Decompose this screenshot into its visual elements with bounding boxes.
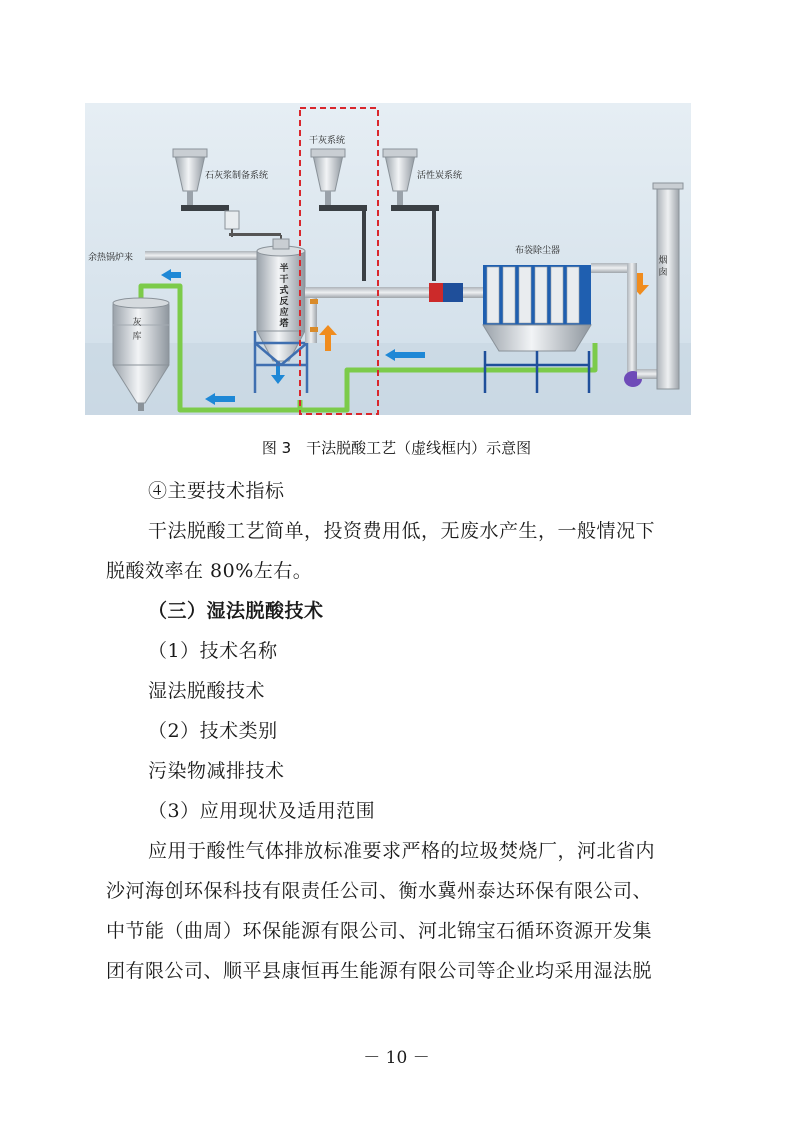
paragraph-line: 湿法脱酸技术 (148, 680, 266, 702)
subheading-tech-name: （1）技术名称 (148, 640, 278, 662)
label-chimney-char: 囱 (658, 268, 668, 278)
figure-caption: 图 3 干法脱酸工艺（虚线框内）示意图 (261, 439, 532, 457)
paragraph-line: 应用于酸性气体排放标准要求严格的垃圾焚烧厂，河北省内 (148, 840, 656, 862)
label-ash-silo-char: 库 (132, 332, 142, 342)
subheading-tech-category: （2）技术类别 (148, 720, 278, 742)
label-reactor-char: 塔 (279, 319, 289, 329)
label-baghouse: 布袋除尘器 (515, 246, 561, 256)
label-dry-ash: 干灰系统 (309, 136, 346, 146)
label-chimney-char: 烟 (658, 256, 668, 266)
paragraph-line: 脱酸效率在 80%左右。 (106, 560, 313, 582)
label-reactor-char: 应 (279, 308, 289, 318)
paragraph-line: 污染物减排技术 (148, 760, 285, 782)
paragraph-line: 中节能（曲周）环保能源有限公司、河北锦宝石循环资源开发集 (106, 920, 653, 942)
boiler-inlet-duct (145, 251, 265, 260)
label-boiler: 余热锅炉来 (88, 253, 134, 263)
chimney (653, 183, 683, 389)
section-heading-wet-deacid: （三）湿法脱酸技术 (148, 600, 324, 622)
page-number: － 10 － (363, 1048, 430, 1068)
label-carbon: 活性炭系统 (417, 171, 463, 181)
process-diagram (85, 103, 691, 415)
paragraph-line: 沙河海创环保科技有限责任公司、衡水冀州泰达环保有限公司、 (106, 880, 653, 902)
paragraph-line: 团有限公司、顺平县康恒再生能源有限公司等企业均采用湿法脱 (106, 960, 653, 982)
label-reactor-char: 反 (279, 297, 289, 307)
label-reactor-char: 半 (279, 264, 289, 274)
heading-tech-indicators: ④主要技术指标 (148, 480, 285, 502)
label-lime: 石灰浆制备系统 (205, 171, 269, 181)
label-reactor (278, 262, 289, 329)
label-reactor-char: 干 (279, 275, 289, 285)
paragraph-line: 干法脱酸工艺简单，投资费用低，无废水产生，一般情况下 (148, 520, 656, 542)
subheading-application: （3）应用现状及适用范围 (148, 800, 376, 822)
duct-flange (429, 283, 443, 302)
label-reactor-char: 式 (279, 286, 289, 296)
process-diagram-svg (85, 103, 691, 415)
label-ash-silo-char: 灰 (132, 318, 142, 328)
